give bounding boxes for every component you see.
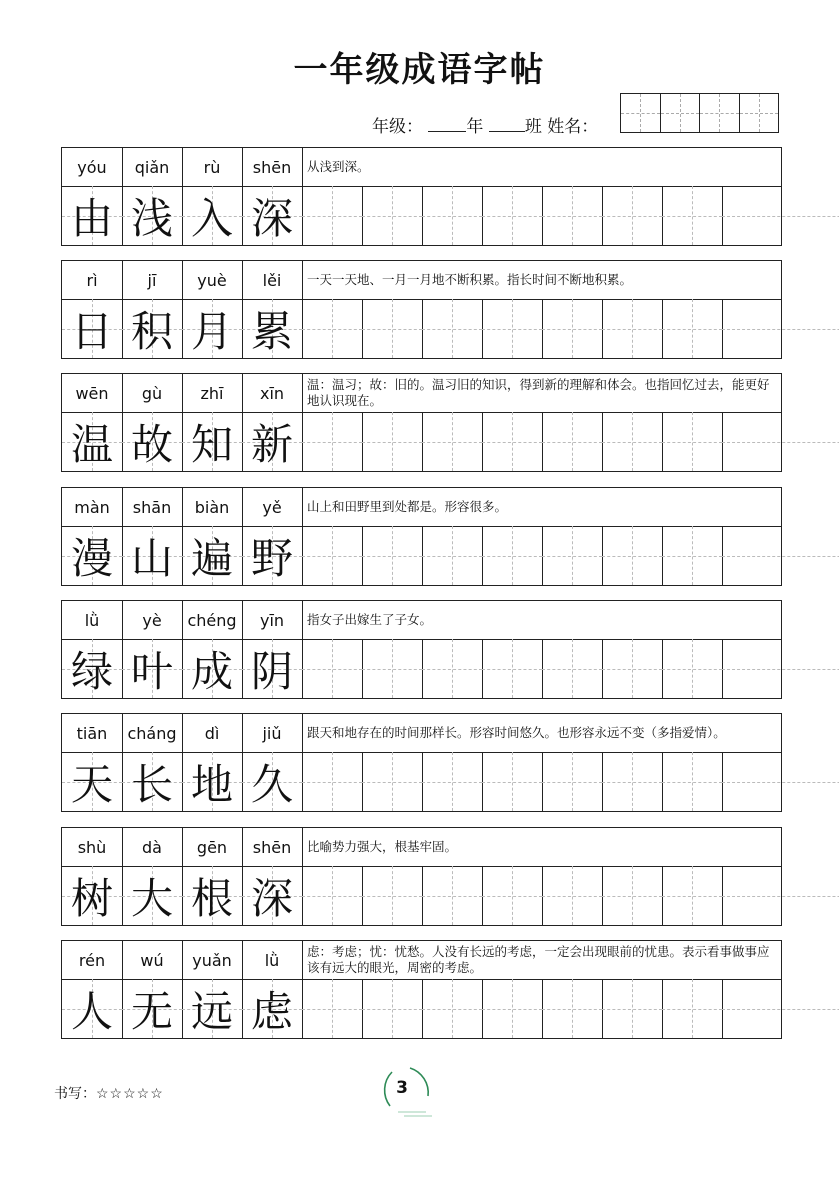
character-cell [182, 412, 243, 471]
year-label: 年 [466, 117, 484, 137]
character-cell [242, 639, 303, 698]
character-cell [62, 412, 123, 471]
practice-cell[interactable] [602, 979, 663, 1038]
model-character: 浅 [130, 193, 173, 243]
idiom-block [61, 260, 782, 359]
pinyin-row [62, 828, 781, 867]
character-cell [122, 526, 183, 585]
practice-cell[interactable] [422, 979, 483, 1038]
practice-cell[interactable] [302, 526, 363, 585]
idiom-block [61, 147, 782, 246]
practice-cell[interactable] [602, 866, 663, 925]
practice-cell[interactable] [662, 526, 723, 585]
model-character: 阴 [250, 646, 293, 696]
name-box[interactable] [621, 94, 661, 132]
practice-cell[interactable] [602, 412, 663, 471]
grade-label: 年级： [372, 117, 423, 137]
practice-cell[interactable] [542, 979, 603, 1038]
practice-cell[interactable] [722, 186, 839, 245]
pinyin-cell: yě [242, 488, 303, 526]
name-box[interactable] [661, 94, 701, 132]
name-label: 姓名： [547, 117, 599, 137]
practice-cell[interactable] [482, 186, 543, 245]
character-cell [122, 299, 183, 358]
worksheet-title: 一年级成语字帖 [293, 50, 546, 90]
character-cell [182, 979, 243, 1038]
pinyin-row [62, 261, 781, 300]
pinyin-row [62, 148, 781, 187]
character-row [62, 299, 781, 358]
model-character: 日 [70, 306, 113, 356]
model-character: 无 [130, 986, 173, 1036]
idiom-definition: 跟天和地存在的时间那样长。形容时间悠久。也形容永远不变（多指爱情）。 [307, 725, 726, 740]
character-cell [242, 299, 303, 358]
practice-cell[interactable] [722, 526, 839, 585]
practice-cell[interactable] [362, 299, 423, 358]
character-cell [122, 639, 183, 698]
practice-cell[interactable] [722, 639, 839, 698]
practice-cell[interactable] [302, 866, 363, 925]
character-cell [182, 639, 243, 698]
practice-cell[interactable] [422, 186, 483, 245]
writing-rating [54, 1083, 164, 1103]
character-cell [62, 752, 123, 811]
character-cell [182, 866, 243, 925]
name-writing-boxes[interactable] [620, 93, 779, 133]
pinyin-cell: gēn [182, 828, 243, 866]
practice-cell[interactable] [542, 866, 603, 925]
idiom-block [61, 940, 782, 1039]
model-character: 故 [130, 419, 173, 469]
pinyin-cell: gù [122, 374, 183, 412]
pinyin-cell: jī [122, 261, 183, 299]
practice-cell[interactable] [602, 752, 663, 811]
practice-cell[interactable] [482, 866, 543, 925]
practice-cell[interactable] [542, 186, 603, 245]
pinyin-cell: yè [122, 601, 183, 639]
pinyin-cell: rì [62, 261, 123, 299]
pinyin-row [62, 374, 781, 413]
model-character: 累 [250, 306, 293, 356]
practice-cell[interactable] [422, 526, 483, 585]
pinyin-cell: lǜ [242, 941, 303, 979]
model-character: 人 [70, 986, 113, 1036]
idiom-definition: 从浅到深。 [307, 159, 370, 174]
pinyin-cell: yuè [182, 261, 243, 299]
pinyin-cell: chéng [182, 601, 243, 639]
practice-cell[interactable] [362, 526, 423, 585]
model-character: 月 [190, 306, 233, 356]
model-character: 长 [130, 759, 173, 809]
pinyin-cell: yóu [62, 148, 123, 186]
practice-cell[interactable] [482, 412, 543, 471]
character-cell [242, 186, 303, 245]
character-cell [62, 639, 123, 698]
model-character: 深 [250, 193, 293, 243]
character-row [62, 186, 781, 245]
character-cell [122, 752, 183, 811]
pinyin-row [62, 488, 781, 527]
class-blank[interactable] [489, 117, 525, 132]
pinyin-cell: jiǔ [242, 714, 303, 752]
idiom-definition: 虑：考虑；忧：忧愁。人没有长远的考虑，一定会出现眼前的忧患。表示看事做事应该有远大的眼光，周密的考虑。 [307, 944, 770, 975]
model-character: 积 [130, 306, 173, 356]
practice-cell[interactable] [482, 752, 543, 811]
model-character: 遍 [190, 533, 233, 583]
pinyin-cell: biàn [182, 488, 243, 526]
character-cell [242, 979, 303, 1038]
practice-cell[interactable] [302, 752, 363, 811]
practice-cell[interactable] [362, 866, 423, 925]
model-character: 由 [70, 193, 113, 243]
character-cell [62, 979, 123, 1038]
practice-cell[interactable] [542, 526, 603, 585]
name-box[interactable] [740, 94, 779, 132]
practice-cell[interactable] [302, 639, 363, 698]
idiom-block [61, 373, 782, 472]
practice-cell[interactable] [722, 299, 839, 358]
model-character: 漫 [70, 533, 113, 583]
practice-cell[interactable] [602, 639, 663, 698]
practice-cell[interactable] [662, 299, 723, 358]
character-cell [122, 186, 183, 245]
practice-cell[interactable] [362, 752, 423, 811]
practice-cell[interactable] [482, 526, 543, 585]
practice-cell[interactable] [542, 752, 603, 811]
model-character: 大 [130, 873, 173, 923]
character-row [62, 639, 781, 698]
pinyin-cell: shān [122, 488, 183, 526]
pinyin-cell: shēn [242, 148, 303, 186]
character-row [62, 979, 781, 1038]
pinyin-cell: dì [182, 714, 243, 752]
pinyin-cell: màn [62, 488, 123, 526]
pinyin-cell: dà [122, 828, 183, 866]
pinyin-cell: rù [182, 148, 243, 186]
practice-cell[interactable] [362, 412, 423, 471]
character-cell [122, 412, 183, 471]
practice-cell[interactable] [662, 752, 723, 811]
character-cell [62, 526, 123, 585]
model-character: 新 [250, 419, 293, 469]
page-number: 3 [396, 1078, 408, 1098]
character-cell [62, 186, 123, 245]
practice-cell[interactable] [362, 979, 423, 1038]
pinyin-cell: wú [122, 941, 183, 979]
character-row [62, 412, 781, 471]
pinyin-cell: lǜ [62, 601, 123, 639]
pinyin-row [62, 714, 781, 753]
model-character: 久 [250, 759, 293, 809]
character-row [62, 526, 781, 585]
model-character: 知 [190, 419, 233, 469]
grade-blank[interactable] [428, 117, 466, 132]
class-label: 班 [524, 117, 542, 137]
practice-cell[interactable] [302, 979, 363, 1038]
practice-cell[interactable] [602, 526, 663, 585]
model-character: 野 [250, 533, 293, 583]
practice-cell[interactable] [302, 186, 363, 245]
character-cell [242, 752, 303, 811]
idiom-definition: 温：温习；故：旧的。温习旧的知识，得到新的理解和体会。也指回忆过去，能更好地认识现在。 [307, 377, 770, 408]
model-character: 绿 [70, 646, 113, 696]
practice-cell[interactable] [662, 412, 723, 471]
practice-cell[interactable] [482, 979, 543, 1038]
pinyin-cell: wēn [62, 374, 123, 412]
character-cell [242, 412, 303, 471]
practice-cell[interactable] [422, 752, 483, 811]
pinyin-cell: rén [62, 941, 123, 979]
practice-cell[interactable] [542, 299, 603, 358]
practice-cell[interactable] [542, 412, 603, 471]
character-cell [242, 526, 303, 585]
practice-cell[interactable] [482, 639, 543, 698]
star-rating-icon[interactable]: ☆☆☆☆☆ [96, 1086, 164, 1102]
model-character: 深 [250, 873, 293, 923]
pinyin-cell: xīn [242, 374, 303, 412]
idiom-block [61, 713, 782, 812]
practice-cell[interactable] [422, 866, 483, 925]
pinyin-cell: lěi [242, 261, 303, 299]
practice-cell[interactable] [422, 299, 483, 358]
idiom-definition: 比喻势力强大，根基牢固。 [307, 839, 458, 854]
idiom-definition: 指女子出嫁生了子女。 [307, 612, 433, 627]
practice-cell[interactable] [722, 752, 839, 811]
practice-cell[interactable] [722, 979, 839, 1038]
student-info-line [372, 112, 598, 137]
practice-cell[interactable] [302, 412, 363, 471]
pinyin-cell: zhī [182, 374, 243, 412]
practice-cell[interactable] [362, 639, 423, 698]
character-cell [242, 866, 303, 925]
model-character: 温 [70, 419, 113, 469]
practice-cell[interactable] [662, 186, 723, 245]
rating-label: 书写： [54, 1086, 96, 1102]
practice-cell[interactable] [602, 299, 663, 358]
page-number-badge [370, 1058, 440, 1118]
practice-cell[interactable] [362, 186, 423, 245]
pinyin-cell: qiǎn [122, 148, 183, 186]
practice-cell[interactable] [602, 186, 663, 245]
idiom-definition: 山上和田野里到处都是。形容很多。 [307, 499, 508, 514]
practice-cell[interactable] [542, 639, 603, 698]
character-cell [122, 866, 183, 925]
idiom-block [61, 600, 782, 699]
model-character: 虑 [250, 986, 293, 1036]
model-character: 根 [190, 873, 233, 923]
practice-cell[interactable] [722, 412, 839, 471]
character-cell [62, 299, 123, 358]
character-cell [182, 752, 243, 811]
character-cell [182, 186, 243, 245]
model-character: 天 [70, 759, 113, 809]
model-character: 远 [190, 986, 233, 1036]
practice-cell[interactable] [422, 412, 483, 471]
idiom-block [61, 487, 782, 586]
character-cell [122, 979, 183, 1038]
model-character: 山 [130, 533, 173, 583]
character-cell [62, 866, 123, 925]
pinyin-cell: yuǎn [182, 941, 243, 979]
pinyin-cell: shēn [242, 828, 303, 866]
model-character: 叶 [130, 646, 173, 696]
pinyin-cell: cháng [122, 714, 183, 752]
pinyin-row [62, 941, 781, 980]
model-character: 成 [190, 646, 233, 696]
model-character: 树 [70, 873, 113, 923]
practice-cell[interactable] [722, 866, 839, 925]
character-cell [182, 299, 243, 358]
pinyin-row [62, 601, 781, 640]
practice-cell[interactable] [422, 639, 483, 698]
idiom-block [61, 827, 782, 926]
practice-cell[interactable] [662, 639, 723, 698]
model-character: 地 [190, 759, 233, 809]
pinyin-cell: yīn [242, 601, 303, 639]
pinyin-cell: shù [62, 828, 123, 866]
practice-cell[interactable] [662, 979, 723, 1038]
pinyin-cell: tiān [62, 714, 123, 752]
character-row [62, 752, 781, 811]
idiom-definition: 一天一天地、一月一月地不断积累。指长时间不断地积累。 [307, 272, 633, 287]
practice-cell[interactable] [302, 299, 363, 358]
practice-cell[interactable] [662, 866, 723, 925]
practice-cell[interactable] [482, 299, 543, 358]
name-box[interactable] [700, 94, 740, 132]
character-cell [182, 526, 243, 585]
character-row [62, 866, 781, 925]
model-character: 入 [190, 193, 233, 243]
